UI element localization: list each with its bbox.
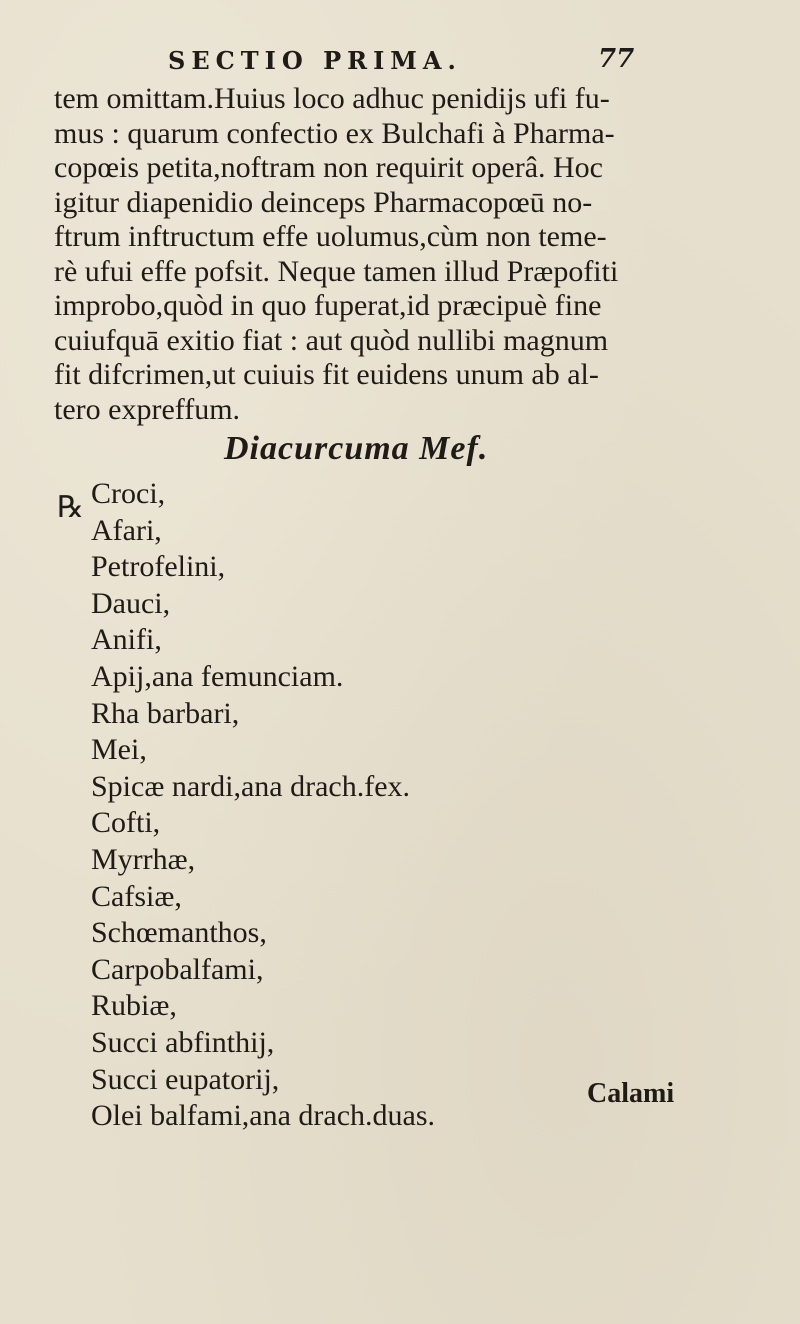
- ingredient-item: Petrofelini,: [91, 550, 226, 584]
- running-head: SECTIO PRIMA.: [168, 46, 462, 75]
- ingredient-item: Apij,ana femunciam.: [91, 659, 344, 693]
- text-line: copœis petita,noftram non requirit operâ. Hoc: [54, 151, 603, 184]
- ingredient-item: Cafsiæ,: [91, 879, 182, 913]
- ingredient-item: Schœmanthos,: [91, 916, 267, 950]
- body-paragraph: [54, 82, 664, 427]
- ingredient-item: Afari,: [91, 513, 162, 547]
- recipe-symbol: ℞: [57, 491, 84, 524]
- ingredient-item: Myrrhæ,: [91, 842, 196, 876]
- ingredient-list: [91, 476, 435, 1135]
- text-line: fit difcrimen,ut cuiuis fit euidens unum ab al-: [54, 358, 599, 391]
- page-number: 77: [598, 44, 635, 74]
- catchword: Calami: [587, 1078, 675, 1109]
- text-line: improbo,quòd in quo fuperat,id præcipuè fine: [54, 289, 602, 322]
- text-line: mus : quarum confectio ex Bulchafi à Pharma-: [54, 116, 615, 150]
- ingredient-item: Succi abfinthij,: [91, 1025, 275, 1059]
- ingredient-item: Spicæ nardi,ana drach.fex.: [91, 769, 411, 803]
- text-line: tero expreffum.: [54, 392, 241, 426]
- text-line: cuiufquā exitio fiat : aut quòd nullibi magnum: [54, 323, 609, 357]
- ingredient-item: Croci,: [91, 477, 166, 510]
- ingredient-item: Rha barbari,: [91, 696, 240, 730]
- text-line: igitur diapenidio deinceps Pharmacopœū no-: [54, 185, 593, 219]
- text-line: rè ufui effe pofsit. Neque tamen illud Præpofiti: [54, 254, 619, 288]
- ingredient-item: Succi eupatorij,: [91, 1062, 280, 1096]
- ingredient-item: Dauci,: [91, 586, 171, 620]
- ingredient-item: Anifi,: [91, 623, 162, 657]
- ingredient-item: Cofti,: [91, 806, 161, 840]
- text-line: ftrum inftructum effe uolumus,cùm non teme-: [54, 220, 607, 253]
- ingredient-item: Rubiæ,: [91, 989, 177, 1023]
- text-line: tem omittam.Huius loco adhuc penidijs ufi fu-: [54, 82, 610, 115]
- ingredient-item: Carpobalfami,: [91, 952, 264, 986]
- ingredient-item: Olei balfami,ana drach.duas.: [91, 1099, 436, 1133]
- ingredient-item: Mei,: [91, 733, 147, 767]
- recipe-title: Diacurcuma Mef.: [224, 430, 489, 467]
